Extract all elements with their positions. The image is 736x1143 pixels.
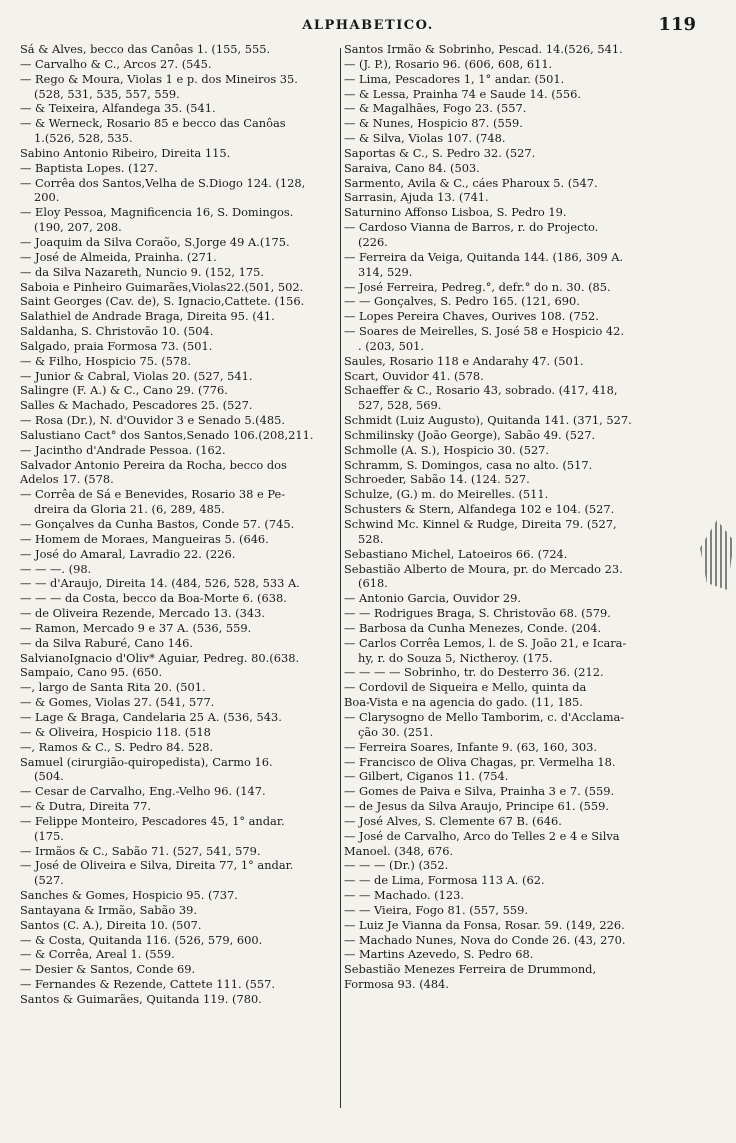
directory-entry-line: Sanches & Gomes, Hospicio 95. (737. [20,888,238,903]
directory-entry-line: — — de Lima, Formosa 113 A. (62. [344,873,545,888]
page-number: 119 [658,14,696,35]
directory-entry-line: — Machado Nunes, Nova do Conde 26. (43, 270. [344,932,626,947]
directory-entry-line: — Joaquim da Silva Coraõo, S.Jorge 49 A.(175. [20,234,290,249]
directory-entry-line: — — Vieira, Fogo 81. (557, 559. [344,902,528,917]
directory-entry-line: — Francisco de Oliva Chagas, pr. Vermelha 18. [344,754,616,769]
directory-entry-line: Salvador Antonio Pereira da Rocha, becco dos [20,457,287,472]
column-divider [340,48,341,1108]
directory-entry-line: — Cardoso Vianna de Barros, r. do Projecto. [344,220,599,235]
directory-entry-line: — da Silva Nazareth, Nuncio 9. (152, 175. [20,264,264,279]
directory-entry-line: — Ramon, Mercado 9 e 37 A. (536, 559. [20,620,252,635]
directory-entry-line: — & Lessa, Prainha 74 e Saude 14. (556. [344,86,582,101]
directory-entry-line: — (J. P.), Rosario 96. (606, 608, 611. [344,56,553,71]
directory-entry-line: Schusters & Stern, Alfandega 102 e 104. (527. [344,502,615,517]
directory-entry-line: — Gonçalves da Cunha Bastos, Conde 57. (745. [20,517,295,531]
directory-entry-line: — Lage & Braga, Candelaria 25 A. (536, 543. [20,709,282,724]
directory-entry-line: (528, 531, 535, 557, 559. [34,86,180,101]
directory-entry-line: — de Jesus da Silva Araujo, Principe 61. (559. [344,799,609,814]
directory-entry-line: — Ferreira Soares, Infante 9. (63, 160, 303. [344,739,598,754]
directory-entry-line: — — Rodrigues Braga, S. Christovão 68. (579. [344,606,611,621]
directory-entry-line: Saraiva, Cano 84. (503. [344,160,480,175]
directory-entry-line: — Baptista Lopes. (127. [20,160,158,175]
directory-entry-line: (618. [358,576,388,591]
directory-entry-line: — — —. (98. [20,561,92,576]
directory-entry-line: Santos (C. A.), Direita 10. (507. [20,917,202,932]
directory-entry-line: — Rosa (Dr.), N. d'Ouvidor 3 e Senado 5.(485. [20,413,285,428]
directory-entry-line: — Gilbert, Ciganos 11. (754. [344,769,509,784]
directory-entry-line: Formosa 93. (484. [344,977,450,992]
directory-entry-line: — José de Almeida, Prainha. (271. [20,249,217,264]
directory-entry-line: Schmidt (Luiz Augusto), Quitanda 141. (371, 527. [344,413,632,428]
directory-entry-line: — & Filho, Hospicio 75. (578. [20,353,192,368]
directory-entry-line: Santos Irmão & Sobrinho, Pescad. 14.(526, 541. [344,42,623,56]
directory-entry-line: Sabino Antonio Ribeiro, Direita 115. [20,145,231,160]
directory-entry-line: — & Magalhães, Fogo 23. (557. [344,101,527,116]
directory-entry-line: — — — — Sobrinho, tr. do Desterro 36. (212. [344,665,604,680]
directory-entry-line: — Felippe Monteiro, Pescadores 45, 1° andar. [20,813,285,828]
directory-entry-line: Boa-Vista e na agencia do gado. (11, 185. [344,695,583,710]
directory-entry-line: — José de Oliveira e Silva, Direita 77, 1° andar. [20,858,294,873]
directory-entry-line: Sebastiano Michel, Latoeiros 66. (724. [344,546,568,561]
margin-ink-blot [700,520,734,590]
directory-entry-line: —, largo de Santa Rita 20. (501. [20,680,206,695]
directory-entry-line: (190, 207, 208. [34,220,122,235]
directory-entry-line: — & Oliveira, Hospicio 118. (518 [20,724,211,739]
directory-entry-line: — Cordovil de Siqueira e Mello, quinta da [344,680,587,695]
directory-entry-line: Santayana & Irmão, Sabão 39. [20,902,197,917]
directory-entry-line: Salustiano Cact° dos Santos,Senado 106.(208,211. [20,427,314,442]
directory-entry-line: — & Dutra, Direita 77. [20,799,152,814]
directory-entry-line: — José do Amaral, Lavradio 22. (226. [20,546,236,561]
directory-entry-line: — — d'Araujo, Direita 14. (484, 526, 528, 533 A. [20,576,300,591]
directory-entry-line: hy, r. do Souza 5, Nictheroy. (175. [358,650,553,665]
directory-entry-line: — & Corrêa, Areal 1. (559. [20,947,175,962]
directory-entry-line: Salles & Machado, Pescadores 25. (527. [20,398,253,413]
directory-entry-line: 314, 529. [358,264,413,279]
directory-entry-line: Adelos 17. (578. [20,472,114,487]
directory-entry-line: — Carvalho & C., Arcos 27. (545. [20,56,212,71]
directory-entry-line: Schmilinsky (João George), Sabão 49. (527. [344,427,596,442]
directory-entry-line: Saules, Rosario 118 e Andarahy 47. (501. [344,353,584,368]
directory-entry-line: Schmolle (A. S.), Hospicio 30. (527. [344,442,550,457]
directory-entry-line: — Lima, Pescadores 1, 1° andar. (501. [344,71,565,86]
directory-entry-line: Schaeffer & C., Rosario 43, sobrado. (417, 418, [344,383,618,398]
directory-entry-line: — & Silva, Violas 107. (748. [344,131,506,146]
directory-entry-line: — Corrêa dos Santos,Velha de S.Diogo 124. (128, [20,175,306,190]
directory-entry-line: — Clarysogno de Mello Tamborim, c. d'Acclama- [344,709,625,724]
directory-entry-line: ção 30. (251. [358,724,434,739]
directory-entry-line: (175. [34,828,64,843]
directory-entry-line: — Eloy Pessoa, Magnificencia 16, S. Domingos. [20,205,294,220]
directory-entry-line: — Jacintho d'Andrade Pessoa. (162. [20,442,226,457]
directory-entry-line: — & Nunes, Hospicio 87. (559. [344,116,523,131]
directory-entry-line: — Rego & Moura, Violas 1 e p. dos Mineiros 35. [20,71,298,86]
directory-entry-line: — José Alves, S. Clemente 67 B. (646. [344,813,562,828]
directory-entry-line: Schroeder, Sabão 14. (124. 527. [344,472,530,487]
page-header [0,14,736,38]
directory-entry-line: Schramm, S. Domingos, casa no alto. (517. [344,457,593,472]
directory-entry-line: Salgado, praia Formosa 73. (501. [20,338,213,353]
directory-entry-line: Saboia e Pinheiro Guimarães,Violas22.(501, 502. [20,279,304,294]
directory-entry-line: — de Oliveira Rezende, Mercado 13. (343. [20,606,265,621]
directory-entry-line: — Desier & Santos, Conde 69. [20,962,196,977]
directory-entry-line: Saldanha, S. Christovão 10. (504. [20,324,214,339]
directory-entry-line: Sarmento, Avila & C., cáes Pharoux 5. (547. [344,175,598,190]
directory-entry-line: 1.(526, 528, 535. [34,131,133,146]
directory-entry-line: — & Gomes, Violas 27. (541, 577. [20,695,215,710]
directory-entry-line: — Corrêa de Sá e Benevides, Rosario 38 e Pe- [20,487,286,502]
directory-entry-line: Saturnino Affonso Lisboa, S. Pedro 19. [344,205,567,220]
directory-entry-line: SalvianoIgnacio d'Oliv* Aguiar, Pedreg. 80.(638. [20,650,300,665]
directory-entry-line: . (203, 501. [358,338,425,353]
directory-entry-line: — & Werneck, Rosario 85 e becco das Canôas [20,116,286,131]
directory-entry-line: Santos & Guimarães, Quitanda 119. (780. [20,992,262,1006]
directory-entry-line: Salathiel de Andrade Braga, Direita 95. (41. [20,309,275,324]
directory-entry-line: — Antonio Garcia, Ouvidor 29. [344,591,521,606]
directory-entry-line: 528. [358,531,384,546]
directory-entry-line: — Barbosa da Cunha Menezes, Conde. (204. [344,620,602,635]
left-column [20,42,356,1122]
directory-entry-line: — & Costa, Quitanda 116. (526, 579, 600. [20,932,263,947]
directory-entry-line: Sebastião Menezes Ferreira de Drummond, [344,962,597,977]
directory-entry-line: — Gomes de Paiva e Silva, Prainha 3 e 7. (559. [344,784,615,799]
right-column [344,42,700,1122]
directory-entry-line: 527, 528, 569. [358,398,442,413]
directory-entry-line: — — Gonçalves, S. Pedro 165. (121, 690. [344,294,580,309]
directory-entry-line: Scart, Ouvidor 41. (578. [344,368,484,383]
directory-entry-line: — da Silva Raburé, Cano 146. [20,635,194,650]
directory-entry-line: — Carlos Corrêa Lemos, l. de S. João 21, e Icara- [344,635,627,650]
directory-entry-line: — & Teixeira, Alfandega 35. (541. [20,101,216,116]
directory-entry-line: — Junior & Cabral, Violas 20. (527, 541. [20,368,253,383]
directory-entry-line: Schulze, (G.) m. do Meirelles. (511. [344,487,549,502]
directory-entry-line: Saportas & C., S. Pedro 32. (527. [344,145,536,160]
directory-entry-line: — Cesar de Carvalho, Eng.-Velho 96. (147. [20,784,266,799]
directory-entry-line: — — Machado. (123. [344,888,464,903]
directory-entry-line: — Luiz Je Vianna da Fonsa, Rosar. 59. (149, 226. [344,917,625,932]
directory-entry-line: —, Ramos & C., S. Pedro 84. 528. [20,739,214,754]
directory-entry-line: Sá & Alves, becco das Canôas 1. (155, 555. [20,42,271,56]
directory-entry-line: (504. [34,769,64,784]
directory-entry-line: Sampaio, Cano 95. (650. [20,665,163,680]
directory-entry-line: dreira da Gloria 21. (6, 289, 485. [34,502,225,517]
directory-entry-line: Samuel (cirurgião-quiropedista), Carmo 16. [20,754,273,769]
directory-entry-line: Sarrasin, Ajuda 13. (741. [344,190,489,205]
directory-entry-line: Schwind Mc. Kinnel & Rudge, Direita 79. (527, [344,517,617,531]
directory-entry-line: 200. [34,190,60,205]
directory-entry-line: — Lopes Pereira Chaves, Ourives 108. (752. [344,309,599,324]
running-title: ALPHABETICO. [302,18,434,33]
directory-entry-line: — Ferreira da Veiga, Quitanda 144. (186, 309 A. [344,249,624,264]
directory-entry-line: Saint Georges (Cav. de), S. Ignacio,Cattete. (156. [20,294,305,309]
directory-entry-line: — Martins Azevedo, S. Pedro 68. [344,947,534,962]
directory-entry-line: — Irmãos & C., Sabão 71. (527, 541, 579. [20,843,261,858]
directory-entry-line: — José de Carvalho, Arco do Telles 2 e 4 e Silva [344,828,620,843]
directory-entry-line: (226. [358,234,388,249]
directory-entry-line: Salingre (F. A.) & C., Cano 29. (776. [20,383,228,398]
directory-entry-line: (527. [34,873,64,888]
directory-entry-line: Sebastião Alberto de Moura, pr. do Mercado 23. [344,561,623,576]
directory-entry-line: — Soares de Meirelles, S. José 58 e Hospicio 42. [344,324,625,339]
directory-entry-line: — Fernandes & Rezende, Cattete 111. (557. [20,977,275,992]
directory-entry-line: — — — (Dr.) (352. [344,858,449,873]
directory-entry-line: Manoel. (348, 676. [344,843,454,858]
directory-entry-line: — José Ferreira, Pedreg.°, defr.° do n. 30. (85. [344,279,611,294]
directory-entry-line: — — — da Costa, becco da Boa-Morte 6. (638. [20,591,287,606]
directory-entry-line: — Homem de Moraes, Mangueiras 5. (646. [20,531,269,546]
